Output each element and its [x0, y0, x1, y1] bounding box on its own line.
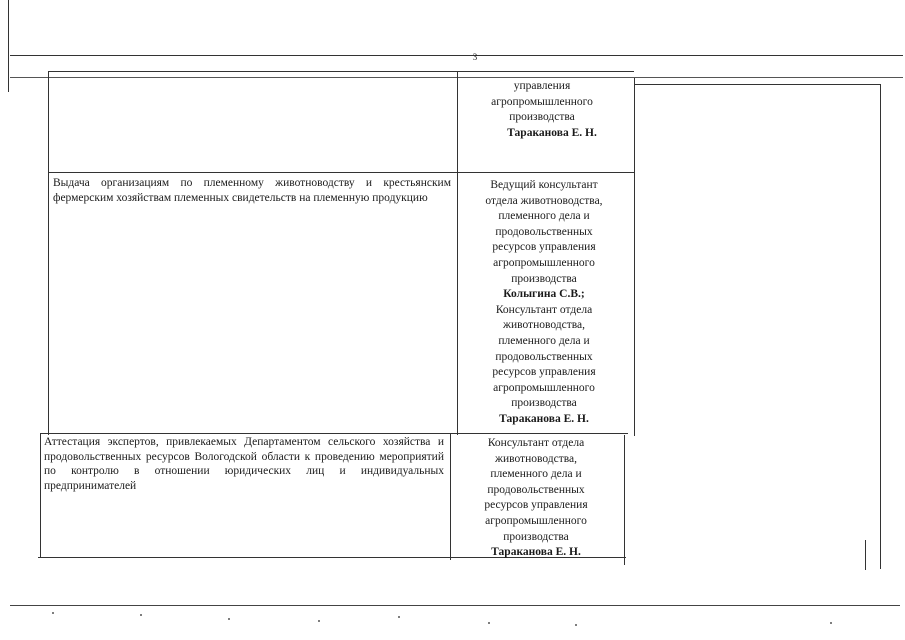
row-separator-1: [48, 172, 634, 173]
bottom-rule: [10, 605, 900, 606]
table-left-border-lower: [40, 433, 41, 557]
row2-resp-line: производства: [511, 272, 577, 285]
row-separator-2: [40, 433, 628, 434]
row3-resp-line: ресурсов управления: [484, 499, 588, 512]
row2-resp-line: ресурсов управления: [492, 241, 596, 254]
row1-name: Тараканова Е. Н.: [507, 126, 597, 139]
row2-resp-line: агропромышленного: [493, 381, 595, 394]
row2-resp-line: продовольственных: [495, 225, 593, 238]
row2-resp-line: племенного дела и: [498, 210, 590, 223]
row2-name-1: Колыгина С.В.;: [503, 288, 585, 301]
row3-resp-line: животноводства,: [495, 452, 577, 465]
row3-resp-line: производства: [503, 530, 569, 543]
row2-resp-line: отдела животноводства,: [485, 194, 603, 207]
scan-speckle: [575, 624, 577, 626]
scan-speckle: [140, 614, 142, 616]
row2-resp-line: Ведущий консультант: [490, 179, 598, 191]
table-right-border-tail: [865, 540, 866, 570]
table-top-border-right: [634, 84, 880, 85]
column-divider-2-lower: [624, 435, 625, 565]
row2-resp-line: Консультант отдела: [495, 303, 593, 316]
row3-responsible-cell: [452, 436, 620, 561]
scan-speckle: [398, 616, 400, 618]
row3-resp-line: агропромышленного: [485, 514, 587, 527]
page-number: 3: [472, 52, 478, 62]
row3-resp-line: продовольственных: [487, 483, 585, 496]
row1-responsible-cell: [462, 79, 622, 141]
row1-resp-line: агропромышленного: [491, 95, 593, 108]
left-margin-line: [8, 0, 9, 92]
column-divider-1-lower: [450, 433, 451, 560]
scan-speckle: [488, 622, 490, 624]
row2-resp-line: агропромышленного: [493, 256, 595, 269]
row3-name: Тараканова Е. Н.: [491, 546, 581, 559]
top-rule: [10, 55, 903, 56]
table-right-border: [880, 84, 881, 569]
row2-resp-line: ресурсов управления: [492, 366, 596, 379]
scan-speckle: [318, 620, 320, 622]
row2-description: Выдача организациям по племенному животноводству и крестьянским фермерским хозяйствам племенных свидетельств на племенную продукцию: [53, 177, 451, 204]
row2-name-2: Тараканова Е. Н.: [499, 412, 589, 425]
column-divider-2: [634, 78, 635, 436]
row3-resp-line: Консультант отдела: [487, 437, 585, 449]
row1-resp-line: управления: [513, 80, 571, 92]
row2-responsible-cell: [459, 178, 629, 428]
scan-speckle: [52, 612, 54, 614]
scan-speckle: [830, 622, 832, 624]
row2-resp-line: производства: [511, 397, 577, 410]
table-top-border: [48, 71, 634, 72]
row3-resp-line: племенного дела и: [490, 468, 582, 481]
row2-resp-line: племенного дела и: [498, 334, 590, 347]
row2-resp-line: животноводства,: [503, 319, 585, 332]
row1-resp-line: производства: [509, 111, 575, 124]
row2-resp-line: продовольственных: [495, 350, 593, 363]
row3-description: Аттестация экспертов, привлекаемых Департаментом сельского хозяйства и продовольственных ресурсов Вологодской области к проведению мероприятий по контролю в отношении юридических лиц и индивидуальных предпринимателей: [44, 436, 444, 492]
column-divider-1: [457, 71, 458, 435]
scan-speckle: [228, 618, 230, 620]
table-left-border: [48, 71, 49, 435]
